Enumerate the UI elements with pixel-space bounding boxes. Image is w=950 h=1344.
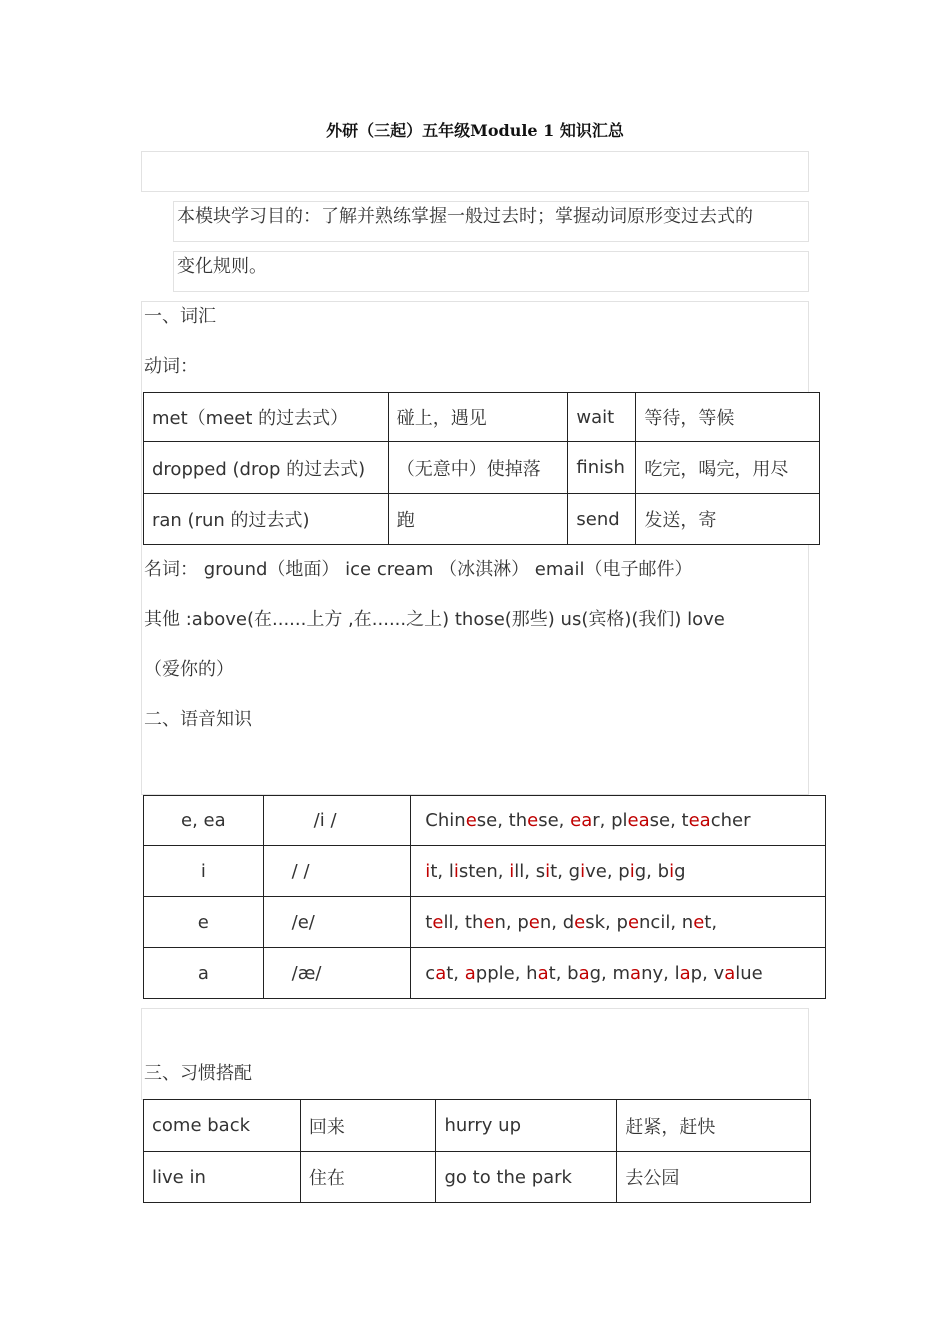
sound-cell: /i / (263, 796, 411, 846)
example-word: give (568, 860, 607, 882)
section-frame-3 (141, 1008, 809, 1100)
example-word: these (508, 810, 559, 831)
nouns-line: 名词： ground（地面） ice cream （冰淇淋） email（电子邮件） (144, 555, 692, 581)
highlighted-letters: i (545, 860, 551, 882)
example-word: pig (618, 860, 647, 882)
example-word: lap (674, 962, 703, 984)
example-word: apple (464, 962, 515, 984)
table-row (144, 1152, 811, 1203)
collocations-table (143, 1099, 811, 1203)
words-cell: tell, then, pen, desk, pencil, net, (411, 897, 826, 948)
table-cell: 碰上，遇见 (388, 393, 568, 442)
example-word: big (657, 860, 686, 882)
objective-line-2: 变化规则。 (177, 256, 267, 277)
example-word: cat (425, 962, 454, 984)
table-cell: 发送，寄 (636, 494, 820, 545)
example-word: ill (509, 860, 525, 882)
highlighted-letters: i (425, 860, 431, 882)
table-cell: come back (144, 1100, 301, 1152)
table-row (144, 948, 826, 999)
verbs-label: 动词： (144, 352, 198, 378)
highlighted-letters: a (464, 962, 476, 984)
table-row (144, 494, 820, 545)
table-cell: wait (568, 393, 636, 442)
collocations-heading: 三、习惯搭配 (144, 1059, 252, 1085)
table-row (144, 1100, 811, 1152)
example-word: hat (526, 962, 556, 984)
highlighted-letters: a (435, 962, 447, 984)
highlighted-letters: i (669, 860, 675, 882)
highlighted-letters: a (537, 962, 549, 984)
sound-cell: / / (263, 846, 411, 897)
table-cell: hurry up (436, 1100, 617, 1152)
words-cell: it, listen, ill, sit, give, pig, big (411, 846, 826, 897)
table-cell: 回来 (300, 1100, 436, 1152)
highlighted-letters: a (630, 962, 642, 984)
table-cell: dropped (drop 的过去式) (144, 442, 389, 494)
example-word: net (681, 911, 712, 933)
table-row (144, 393, 820, 442)
table-cell: send (568, 494, 636, 545)
table-cell: 去公园 (617, 1152, 811, 1203)
example-word: pen (517, 911, 552, 933)
page-title: 外研（三起）五年级Module 1 知识汇总 (326, 121, 624, 140)
verbs-table (143, 392, 820, 545)
highlighted-letters: e (693, 911, 705, 933)
sound-cell: /æ/ (263, 948, 411, 999)
sound-cell: /e/ (263, 897, 411, 948)
example-word: pencil (616, 911, 671, 933)
example-word: then (464, 911, 506, 933)
example-word: sit (535, 860, 558, 882)
example-word: bag (567, 962, 602, 984)
highlighted-letters: e (627, 911, 640, 933)
table-cell: 吃完，喝完，用尽 (636, 442, 820, 494)
table-cell: ran (run 的过去式) (144, 494, 389, 545)
objective-frame-2 (173, 251, 809, 292)
example-word: many (612, 962, 664, 984)
table-row (144, 442, 820, 494)
highlighted-letters: i (580, 860, 586, 882)
table-cell: live in (144, 1152, 301, 1203)
highlighted-letters: a (578, 962, 590, 984)
phonics-table (143, 795, 826, 999)
table-cell: finish (568, 442, 636, 494)
letters-cell: e, ea (144, 796, 264, 846)
highlighted-letters: ea (627, 810, 650, 831)
example-word: desk (562, 911, 606, 933)
table-cell: go to the park (436, 1152, 617, 1203)
highlighted-letters: e (574, 911, 586, 933)
highlighted-letters: i (453, 860, 459, 882)
other-line-2: （爱你的） (144, 655, 234, 681)
highlighted-letters: e (483, 911, 495, 933)
table-cell: met（meet 的过去式） (144, 393, 389, 442)
table-row (144, 796, 826, 846)
table-cell: 赶紧，赶快 (617, 1100, 811, 1152)
example-word: teacher (681, 810, 751, 831)
objective-line-1: 本模块学习目的：了解并熟练掌握一般过去时；掌握动词原形变过去式的 (177, 206, 753, 227)
highlighted-letters: e (528, 911, 540, 933)
highlighted-letters: a (724, 962, 736, 984)
example-word: listen (448, 860, 498, 882)
table-row (144, 846, 826, 897)
empty-frame-box (141, 151, 809, 192)
highlighted-letters: i (509, 860, 515, 882)
table-row (144, 897, 826, 948)
example-word: Chinese (425, 810, 498, 831)
example-word: ear (570, 810, 600, 831)
table-cell: 跑 (388, 494, 568, 545)
words-cell: cat, apple, hat, bag, many, lap, value (411, 948, 826, 999)
other-line-1: 其他 :above(在......上方 ,在......之上) those(那些) us(宾格)(我们) love (144, 605, 725, 631)
words-cell: Chinese, these, ear, please, teacher (411, 796, 826, 846)
letters-cell: e (144, 897, 264, 948)
phonics-heading: 二、语音知识 (144, 705, 252, 731)
highlighted-letters: e (432, 911, 444, 933)
highlighted-letters: ea (570, 810, 593, 831)
highlighted-letters: i (629, 860, 635, 882)
table-cell: 住在 (300, 1152, 436, 1203)
example-word: please (611, 810, 671, 831)
example-word: it (425, 860, 438, 882)
example-word: value (713, 962, 763, 984)
highlighted-letters: e (527, 810, 539, 831)
table-cell: （无意中）使掉落 (388, 442, 568, 494)
example-word: tell (425, 911, 454, 933)
letters-cell: a (144, 948, 264, 999)
highlighted-letters: a (679, 962, 691, 984)
highlighted-letters: e (465, 810, 477, 831)
highlighted-letters: ea (688, 810, 711, 831)
vocab-heading: 一、词汇 (144, 302, 216, 328)
table-cell: 等待，等候 (636, 393, 820, 442)
letters-cell: i (144, 846, 264, 897)
